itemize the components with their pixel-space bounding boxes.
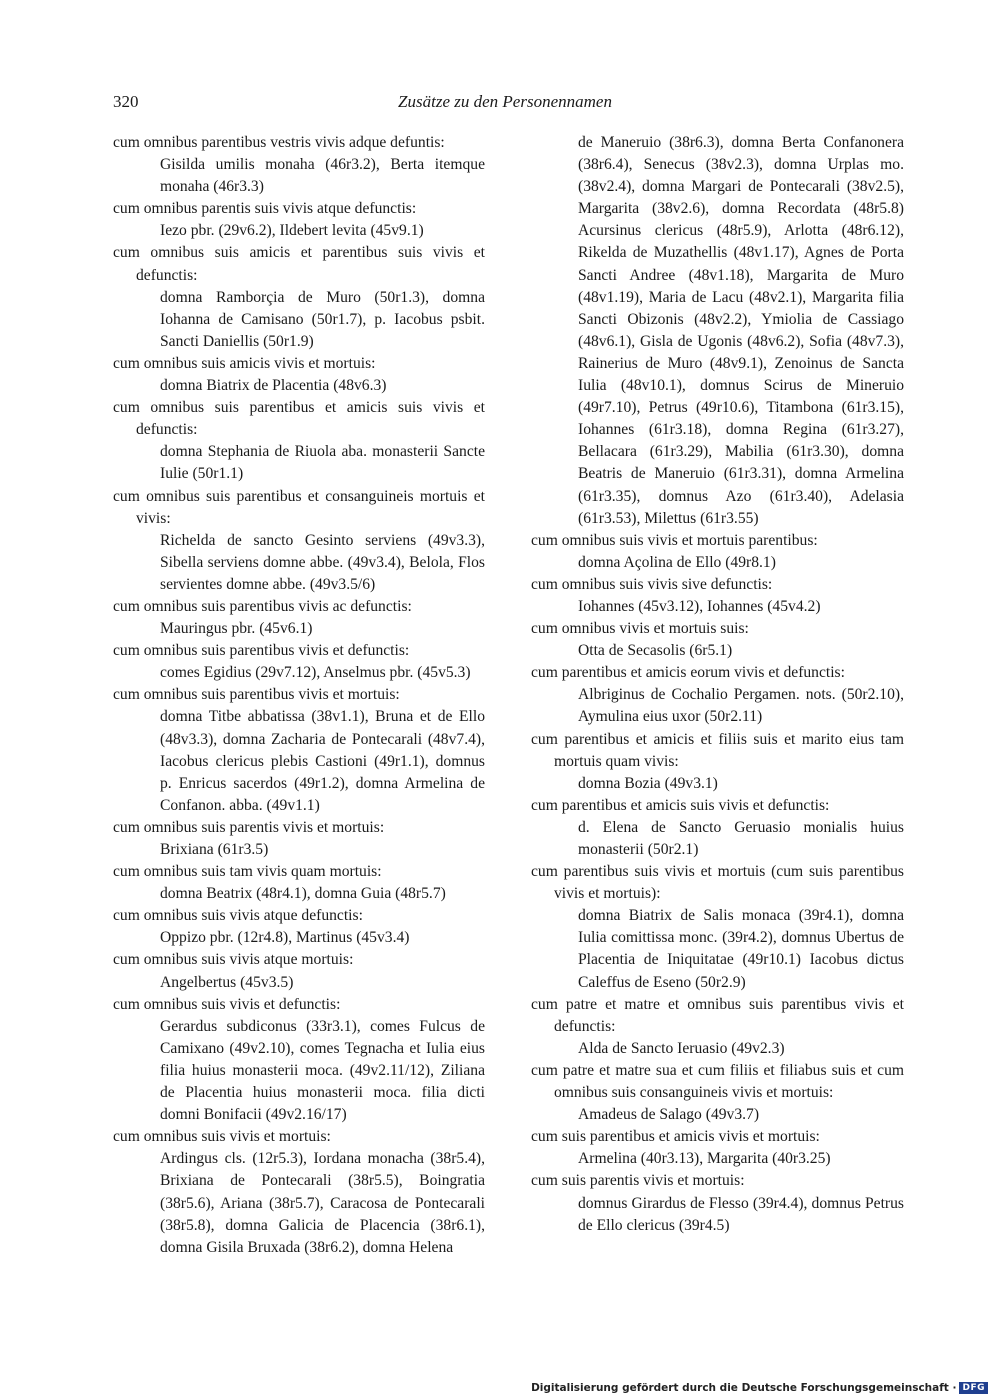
- index-entry: [531, 662, 904, 728]
- index-entry: [113, 994, 485, 1127]
- index-entry: [531, 574, 904, 618]
- entry-heading: cum omnibus suis amicis et parentibus suis vivis et defunctis:: [113, 244, 485, 284]
- entry-heading: cum omnibus suis vivis atque defunctis:: [113, 907, 363, 925]
- entry-names: Richelda de sancto Gesinto serviens (49v3.3), Sibella serviens domne abbe. (49v3.4), Belola, Flos servientes domne abbe. (49v3.5/6): [160, 531, 485, 593]
- index-entry: [531, 994, 904, 1060]
- entry-heading: cum omnibus parentis suis vivis atque defunctis:: [113, 200, 417, 218]
- index-entry: [113, 640, 485, 684]
- index-entry: [113, 397, 485, 485]
- entry-heading: cum omnibus suis vivis sive defunctis:: [531, 575, 773, 593]
- index-entry: [113, 1126, 485, 1259]
- index-entry: [113, 132, 485, 198]
- entry-heading: cum parentibus et amicis suis vivis et defunctis:: [531, 796, 830, 814]
- entry-heading: cum parentibus et amicis et filiis suis et marito eius tam mortuis quam vivis:: [531, 730, 904, 770]
- entry-heading: cum omnibus suis vivis atque mortuis:: [113, 951, 354, 969]
- entry-heading: cum omnibus suis parentibus et amicis suis vivis et defunctis:: [113, 399, 485, 439]
- entry-names: domna Beatrix (48r4.1), domna Guia (48r5.7): [160, 885, 446, 903]
- index-entry: [113, 905, 485, 949]
- entry-names: domna Açolina de Ello (49r8.1): [578, 553, 776, 571]
- right-column: [531, 132, 904, 1237]
- index-entry: [531, 729, 904, 795]
- entry-names: Albriginus de Cochalio Pergamen. nots. (50r2.10), Aymulina eius uxor (50r2.11): [578, 686, 904, 726]
- entry-names: Ardingus cls. (12r5.3), Iordana monacha (38r5.4), Brixiana de Pontecarali (38r5.5), Boingratia (38r5.6), Ariana (38r5.7), Caracosa de Pontecarali (38r5.8), domna Galicia de Placencia (38r6.1), domna Gisila Bruxada (38r6.2), domna Helena: [160, 1150, 485, 1256]
- entry-heading: cum omnibus vivis et mortuis suis:: [531, 620, 749, 638]
- index-entry: [113, 596, 485, 640]
- index-entry: [531, 795, 904, 861]
- entry-names: de Maneruio (38r6.3), domna Berta Confanonera (38r6.4), Senecus (38v2.3), domna Urplas mo. (38v2.4), domna Margari de Pontecarali (38v2.5), Margarita (38v2.6), domna Recordata (48r5.8) Acursinus clericus (48r5.9), Arlotta (48r6.12), Rikelda de Muzathellis (48v1.17), Agnes de Porta Sancti Andree (48v1.18), Margarita de Muro (48v1.19), Maria de Lacu (48v2.1), Margarita filia Sancti Obizonis (48v2.2), Ymiolia de Cassiago (48v6.1), Gisla de Ugonis (48v6.2), Sofia (48v7.3), Rainerius de Muro (48v9.1), Zenoinus de Sancta Iulia (48v10.1), domnus Scirus de Mineruio (49r7.10), Petrus (49r10.6), Titambona (61r3.15), Iohannes (61r3.18), domna Regina (61r3.27), Bellacara (61r3.29), Mabilia (61r3.30), domna Beatris de Maneruio (61r3.31), domna Armelina (61r3.35), domnus Azo (61r3.40), Adelasia (61r3.53), Milettus (61r3.55): [578, 134, 904, 527]
- entry-heading: cum omnibus suis tam vivis quam mortuis:: [113, 863, 382, 881]
- entry-names: domna Biatrix de Salis monaca (39r4.1), domna Iulia comittissa monc. (39r4.2), domnus Ubertus de Placentia de Iniquitatae (49r10.1) Iacobus dictus Caleffus de Eseno (50r2.9): [578, 907, 904, 991]
- entry-names: d. Elena de Sancto Geruasio monialis huius monasterii (50r2.1): [578, 818, 904, 858]
- index-entry: [531, 1126, 904, 1170]
- index-entry: [531, 132, 904, 530]
- index-entry: [531, 618, 904, 662]
- index-entry: [113, 242, 485, 352]
- page-number: 320: [113, 92, 139, 111]
- entry-heading: cum patre et matre sua et cum filiis et filiabus suis et cum omnibus suis consanguineis vivis et mortuis:: [531, 1061, 904, 1102]
- entry-heading: cum omnibus parentibus vestris vivis adque defuntis:: [113, 134, 445, 151]
- index-entry: [531, 530, 904, 574]
- dfg-logo: DFG: [959, 1382, 988, 1394]
- entry-heading: cum parentibus et amicis eorum vivis et defunctis:: [531, 664, 845, 682]
- entry-names: domna Stephania de Riuola aba. monasterii Sancte Iulie (50r1.1): [160, 443, 485, 483]
- entry-names: Alda de Sancto Ieruasio (49v2.3): [578, 1039, 785, 1057]
- entry-names: Gerardus subdiconus (33r3.1), comes Fulcus de Camixano (49v2.10), comes Tegnacha et Iulia eius filia huius monasterii moca. (49v2.11/12), Ziliana de Placentia huius monasterii moca. filia dicti domni Bonifacii (49v2.16/17): [160, 1017, 485, 1124]
- entry-heading: cum omnibus suis vivis et defunctis:: [113, 995, 341, 1013]
- left-column: [113, 132, 485, 1259]
- entry-names: Otta de Secasolis (6r5.1): [578, 642, 733, 660]
- entry-names: Brixiana (61r3.5): [160, 841, 269, 858]
- footer: [531, 1382, 988, 1394]
- entry-heading: cum omnibus suis vivis et mortuis:: [113, 1128, 331, 1146]
- entry-names: domna Bozia (49v3.1): [578, 774, 718, 792]
- footer-text: Digitalisierung gefördert durch die Deutsche Forschungsgemeinschaft ·: [531, 1382, 957, 1394]
- index-entry: [113, 198, 485, 242]
- entry-names: domna Ramborçia de Muro (50r1.3), domna Iohanna de Camisano (50r1.7), p. Iacobus psbit. Sancti Daniellis (50r1.9): [160, 288, 485, 350]
- entry-heading: cum patre et matre et omnibus suis parentibus vivis et defunctis:: [531, 995, 904, 1035]
- entry-names: Gisilda umilis monaha (46r3.2), Berta itemque monaha (46r3.3): [160, 156, 485, 196]
- index-entry: [531, 861, 904, 994]
- entry-heading: cum omnibus suis parentibus et consanguineis mortuis et vivis:: [113, 487, 485, 527]
- index-entry: [531, 1060, 904, 1126]
- entry-names: domna Titbe abbatissa (38v1.1), Bruna et de Ello (48v3.3), domna Zacharia de Pontecarali (48v7.4), Iacobus clericus plebis Castioni (49r1.1), domnus p. Enricus sacerdos (49r1.2), domna Armelina de Confanon. abba. (49v1.1): [160, 708, 485, 814]
- entry-heading: cum suis parentibus et amicis vivis et mortuis:: [531, 1128, 820, 1146]
- entry-names: Iohannes (45v3.12), Iohannes (45v4.2): [578, 597, 821, 615]
- entry-names: Mauringus pbr. (45v6.1): [160, 620, 313, 638]
- index-entry: [113, 861, 485, 905]
- index-entry: [531, 1170, 904, 1236]
- entry-names: comes Egidius (29v7.12), Anselmus pbr. (45v5.3): [160, 664, 471, 682]
- entry-heading: cum omnibus suis vivis et mortuis parentibus:: [531, 531, 818, 549]
- entry-names: Amadeus de Salago (49v3.7): [578, 1106, 760, 1124]
- entry-names: Angelbertus (45v3.5): [160, 973, 294, 991]
- index-entry: [113, 486, 485, 596]
- entry-heading: cum omnibus suis parentis vivis et mortuis:: [113, 818, 385, 836]
- entry-heading: cum omnibus suis parentibus vivis ac defunctis:: [113, 597, 412, 615]
- entry-names: Iezo pbr. (29v6.2), Ildebert levita (45v9.1): [160, 222, 424, 240]
- entry-heading: cum parentibus suis vivis et mortuis (cum suis parentibus vivis et mortuis):: [531, 863, 904, 903]
- entry-names: domna Biatrix de Placentia (48v6.3): [160, 377, 387, 395]
- index-entry: [113, 817, 485, 861]
- running-head: Zusätze zu den Personennamen: [398, 92, 612, 111]
- index-entry: [113, 684, 485, 817]
- entry-names: Oppizo pbr. (12r4.8), Martinus (45v3.4): [160, 929, 410, 947]
- index-entry: [113, 949, 485, 993]
- entry-heading: cum suis parentis vivis et mortuis:: [531, 1172, 745, 1190]
- entry-heading: cum omnibus suis parentibus vivis et mortuis:: [113, 686, 400, 704]
- entry-names: Armelina (40r3.13), Margarita (40r3.25): [578, 1150, 831, 1168]
- entry-heading: cum omnibus suis parentibus vivis et defunctis:: [113, 642, 410, 660]
- entry-names: domnus Girardus de Flesso (39r4.4), domnus Petrus de Ello clericus (39r4.5): [578, 1194, 904, 1234]
- index-entry: [113, 353, 485, 397]
- entry-heading: cum omnibus suis amicis vivis et mortuis:: [113, 354, 376, 372]
